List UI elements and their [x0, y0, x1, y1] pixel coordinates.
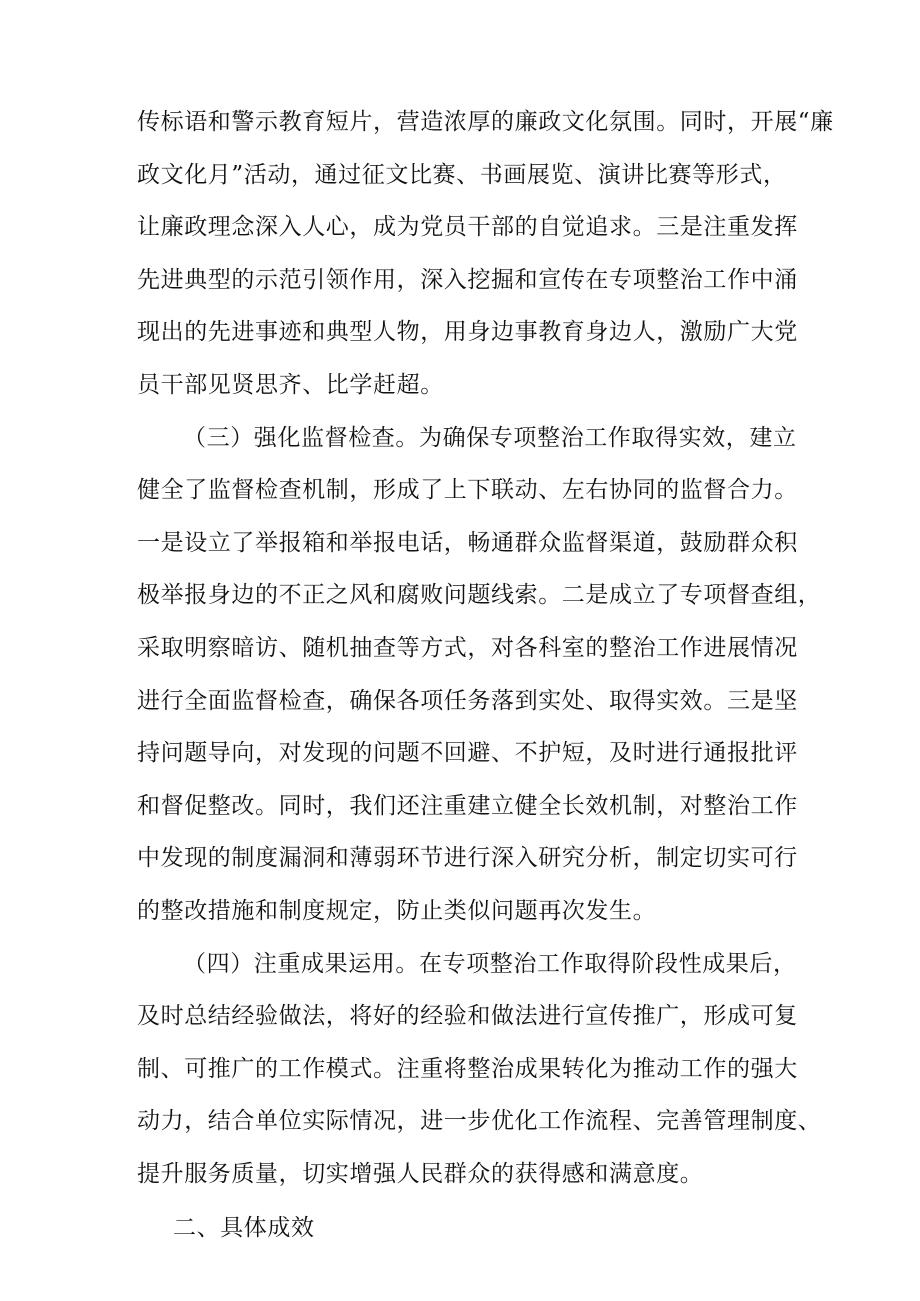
text-line: 的整改措施和制度规定，防止类似问题再次发生。: [137, 897, 657, 924]
text-line: 动力，结合单位实际情况，进一步优化工作流程、完善管理制度、: [137, 1108, 822, 1135]
text-line: 制、可推广的工作模式。注重将整治成果转化为推动工作的强大: [137, 1055, 798, 1082]
text-line: 员干部见贤思齐、比学赶超。: [137, 371, 444, 398]
text-line: 及时总结经验做法，将好的经验和做法进行宣传推广，形成可复: [137, 1003, 798, 1030]
text-line: 提升服务质量，切实增强人民群众的获得感和满意度。: [137, 1160, 704, 1187]
text-line: 进行全面监督检查，确保各项任务落到实处、取得实效。三是坚: [137, 687, 798, 714]
text-line: 让廉政理念深入人心，成为党员干部的自觉追求。三是注重发挥: [137, 214, 798, 241]
text-line: 和督促整改。同时，我们还注重建立健全长效机制，对整治工作: [137, 792, 798, 819]
text-line: 持问题导向，对发现的问题不回避、不护短，及时进行通报批评: [137, 740, 798, 767]
text-line: 政文化月”活动，通过征文比赛、书画展览、演讲比赛等形式，: [137, 161, 787, 188]
paragraph-start-line: （四）注重成果运用。在专项整治工作取得阶段性成果后，: [183, 950, 797, 977]
text-line: 传标语和警示教育短片，营造浓厚的廉政文化氛围。同时，开展“廉: [137, 109, 834, 135]
text-line: 先进典型的示范引领作用，深入挖掘和宣传在专项整治工作中涌: [137, 266, 798, 293]
section-heading: 二、具体成效: [173, 1215, 315, 1242]
text-line: 极举报身边的不正之风和腐败问题线索。二是成立了专项督查组，: [137, 582, 822, 609]
document-body: [137, 96, 834, 1255]
text-line: 中发现的制度漏洞和薄弱环节进行深入研究分析，制定切实可行: [137, 845, 798, 872]
text-line: 一是设立了举报箱和举报电话，畅通群众监督渠道，鼓励群众积: [137, 529, 798, 556]
text-line: 现出的先进事迹和典型人物，用身边事教育身边人，激励广大党: [137, 319, 798, 346]
text-line: 健全了监督检查机制，形成了上下联动、左右协同的监督合力。: [137, 477, 798, 504]
text-line: 采取明察暗访、随机抽查等方式，对各科室的整治工作进展情况: [137, 634, 798, 661]
paragraph-start-line: （三）强化监督检查。为确保专项整治工作取得实效，建立: [183, 424, 797, 451]
